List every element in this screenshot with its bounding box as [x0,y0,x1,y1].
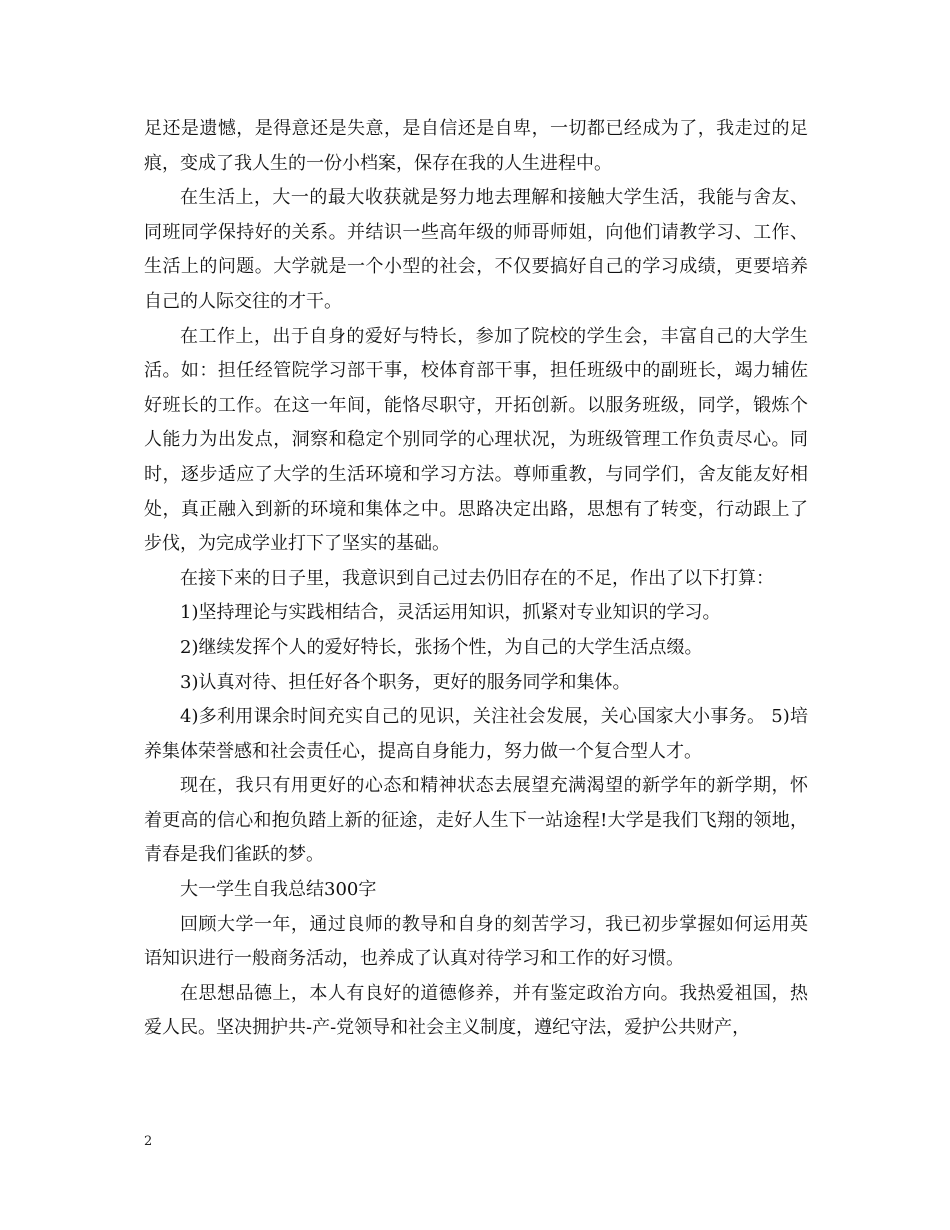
paragraph-4: 在接下来的日子里，我意识到自己过去仍旧存在的不足，作出了以下打算： [180,567,774,589]
list-item-3: 3)认真对待、担任好各个职务，更好的服务同学和集体。 [180,671,631,693]
paragraph-6: 回顾大学一年，通过良师的教导和自身的刻苦学习，我已初步掌握如何运用英语知识进行一般商务活动，也养成了认真对待学习和工作的好习惯。 [144,913,808,970]
paragraph-7: 在思想品德上，本人有良好的道德修养，并有鉴定政治方向。我热爱祖国，热爱人民。坚决拥护共-产-党领导和社会主义制度，遵纪守法，爱护公共财产， [144,982,808,1039]
section-heading: 大一学生自我总结300字 [180,879,377,901]
list-item-2: 2)继续发挥个人的爱好特长，张扬个性，为自己的大学生活点缀。 [180,636,703,658]
list-item-4-5: 4)多利用课余时间充实自己的见识，关注社会发展，关心国家大小事务。 5)培养集体荣誉感和社会责任心，提高自身能力，努力做一个复合型人才。 [144,706,808,762]
document-body [144,112,808,1046]
paragraph-2: 在生活上，大一的最大收获就是努力地去理解和接触大学生活，我能与舍友、同班同学保持好的关系。并结识一些高年级的师哥师姐，向他们请教学习、工作、生活上的问题。大学就是一个小型的社会，不仅要搞好自己的学习成绩，更要培养自己的人际交往的才干。 [144,187,808,312]
list-item-1: 1)坚持理论与实践相结合，灵活运用知识，抓紧对专业知识的学习。 [180,602,721,624]
paragraph-3: 在工作上，出于自身的爱好与特长，参加了院校的学生会，丰富自己的大学生活。如：担任经管院学习部干事，校体育部干事，担任班级中的副班长，竭力辅佐好班长的工作。在这一年间，能恪尽职守，开拓创新。以服务班级，同学，锻炼个人能力为出发点，洞察和稳定个别同学的心理状况，为班级管理工作负责尽心。同时，逐步适应了大学的生活环境和学习方法。尊师重教，与同学们，舍友能友好相处，真正融入到新的环境和集体之中。思路决定出路，思想有了转变，行动跟上了步伐，为完成学业打下了坚实的基础。 [144,325,808,555]
paragraph-1: 足还是遗憾，是得意还是失意，是自信还是自卑，一切都已经成为了，我走过的足痕，变成了我人生的一份小档案，保存在我的人生进程中。 [144,118,808,174]
paragraph-5: 现在，我只有用更好的心态和精神状态去展望充满渴望的新学年的新学期，怀着更高的信心和抱负踏上新的征途，走好人生下一站途程!大学是我们飞翔的领地，青春是我们雀跃的梦。 [144,775,808,866]
page-number: 2 [144,1134,153,1149]
